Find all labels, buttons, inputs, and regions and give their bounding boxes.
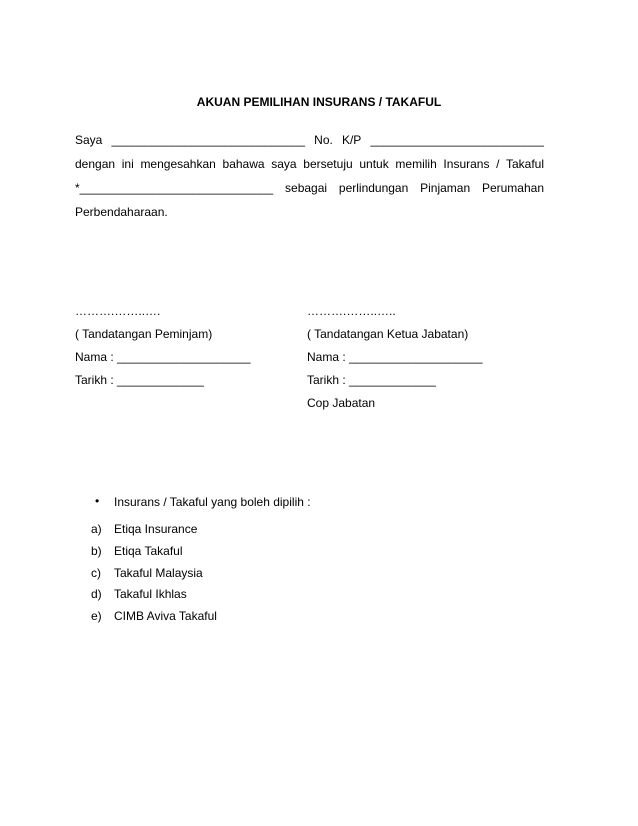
pinjaman-text: Pinjaman (420, 181, 471, 195)
bullet-icon: • (95, 494, 100, 508)
option-label: CIMB Aviva Takaful (114, 609, 217, 623)
para-line-1 (75, 133, 544, 147)
perumahan-text: Perumahan (481, 181, 544, 195)
option-mark: a) (91, 522, 102, 536)
option-label: Etiqa Takaful (114, 544, 183, 558)
sig-left-tarikh: Tarikh : _____________ (75, 373, 204, 387)
note-text: Insurans / Takaful yang boleh dipilih : (114, 495, 311, 509)
para-line-3 (75, 181, 544, 195)
option-label: Takaful Ikhlas (114, 587, 187, 601)
para-line-2 (75, 157, 544, 171)
option-mark: e) (91, 609, 102, 623)
sig-left-nama: Nama : ____________________ (75, 350, 251, 364)
name-blank: _____________________________ (111, 133, 306, 147)
sig-right-tarikh: Tarikh : _____________ (307, 373, 436, 387)
perlindungan-text: perlindungan (338, 181, 409, 195)
no-text: No. (314, 133, 333, 147)
kp-blank: __________________________ (370, 133, 544, 147)
sig-left-label: ( Tandatangan Peminjam) (75, 327, 213, 341)
sig-right-nama: Nama : ____________________ (307, 350, 483, 364)
saya-text: Saya (75, 133, 103, 147)
sig-right-cop: Cop Jabatan (307, 396, 376, 410)
option-mark: b) (91, 544, 102, 558)
option-label: Takaful Malaysia (114, 566, 203, 580)
option-mark: d) (91, 587, 102, 601)
para-line-4: Perbendaharaan. (75, 205, 168, 219)
option-mark: c) (91, 566, 101, 580)
sebagai-text: sebagai (285, 181, 328, 195)
document-title: AKUAN PEMILIHAN INSURANS / TAKAFUL (196, 95, 442, 109)
kp-text: K/P (341, 133, 362, 147)
insurer-blank: *_____________________________ (75, 181, 274, 195)
sig-right-dots: ……….……..….. (307, 304, 396, 318)
sig-right-label: ( Tandatangan Ketua Jabatan) (307, 327, 469, 341)
sig-left-dots: ……….……..…. (75, 304, 161, 318)
para-line-2-text: dengan ini mengesahkan bahawa saya bersetuju untuk memilih Insurans / Takaful (75, 157, 544, 171)
option-label: Etiqa Insurance (114, 522, 198, 536)
